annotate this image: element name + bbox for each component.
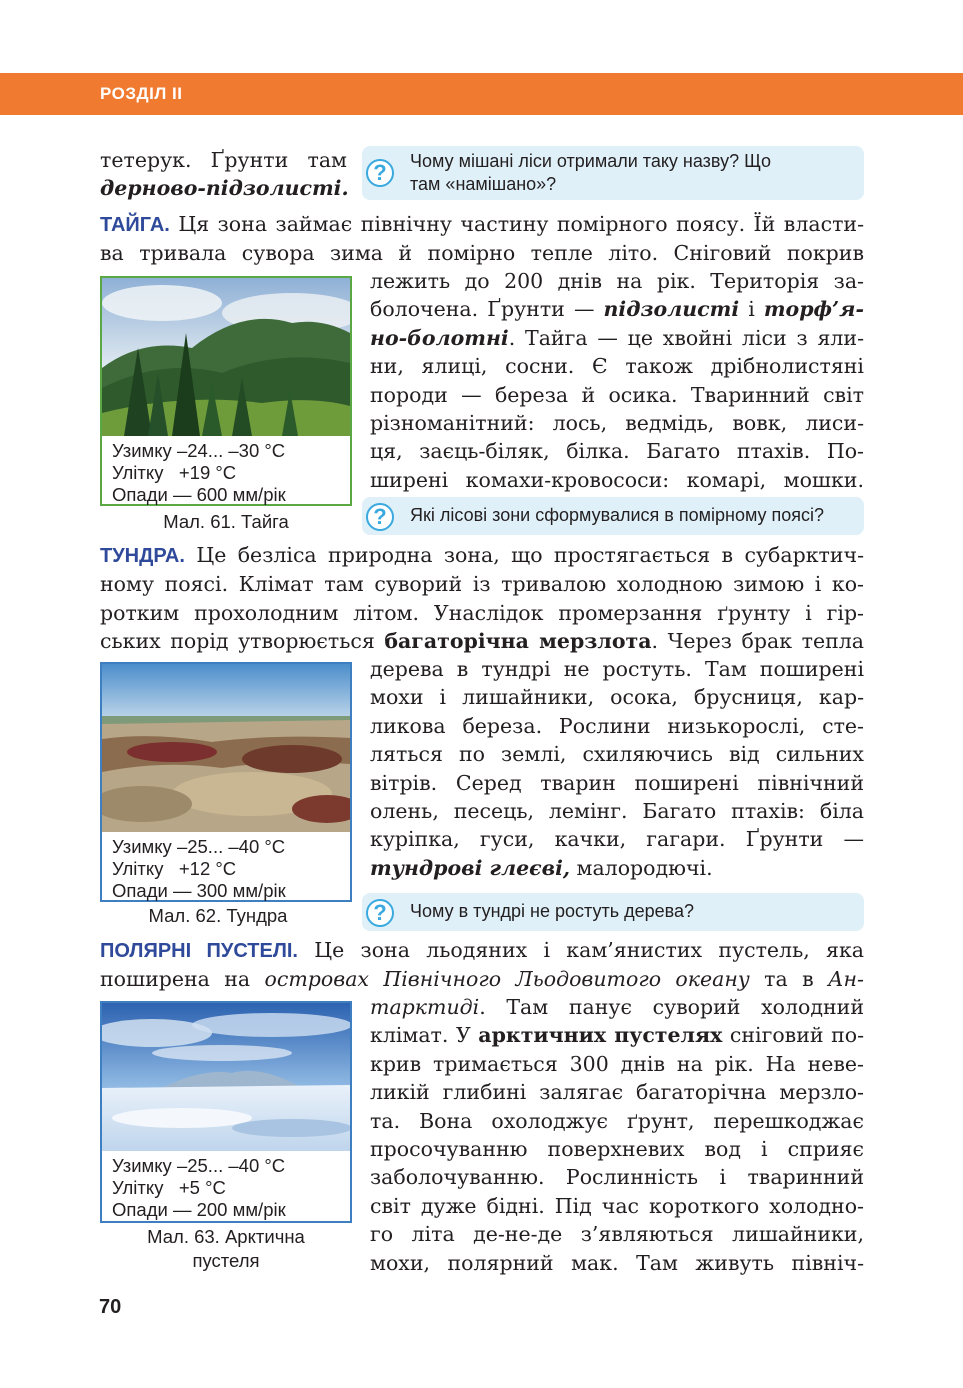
polar-text-side: тарктиді. Там панує суворий холодний клімат. У арктичних пустелях сніговий по- крив тримається 300 днів на рік. На неве- ликій глибині залягає багаторічна мерзло- та. Вона охолоджує ґрунт, перешкоджає просочуванню поверхневих вод і сприяє заболочуванню. Рослинність і тваринний світ дуже бідні. Під час короткого холодно- го літа де-не-де з’являються лишайники, мохи, полярний мак. Там живуть північ- xyxy=(370,995,865,1275)
taiga-winter: Узимку –24... –30 °С xyxy=(112,440,286,461)
figure-tundra xyxy=(100,662,352,902)
tundra-caption: Мал. 62. Тундра xyxy=(148,905,288,926)
tundra-text-top: ТУНДРА. Це безліса природна зона, що простягається в субарктич- ному поясі. Клімат там суворий із тривалою холодною зимою і ко- ротким прохолодним літом. Унаслідок промерзання ґрунту і гір- ських порід утворюється багаторічна мерзлота. Через брак тепла xyxy=(100,543,864,654)
polar-desert-photo xyxy=(102,1003,350,1151)
polar-text-top: ПОЛЯРНІ ПУСТЕЛІ. Це зона льодяних і кам’янистих пустель, яка поширена на островах Північного Льодовитого океану та в Ан- xyxy=(100,938,864,992)
polar-winter: Узимку –25... –40 °С xyxy=(112,1155,286,1176)
intro-line-1: тетерук. Ґрунти там xyxy=(100,148,347,172)
taiga-lead: ТАЙГА. xyxy=(100,214,170,236)
taiga-photo xyxy=(102,278,350,436)
question-icon: ? xyxy=(366,899,394,927)
page-number: 70 xyxy=(99,1296,122,1318)
taiga-caption: Мал. 61. Тайга xyxy=(163,511,289,532)
tundra-lead: ТУНДРА. xyxy=(100,545,185,567)
question-icon: ? xyxy=(366,503,394,531)
tundra-text-side: дерева в тундрі не ростуть. Там поширені мохи і лишайники, осока, брусниця, кар- ликова береза. Рослини низькорослі, сте- ляться по землі, схиляючись від сильних вітрів. Серед тварин поширені північний олень, песець, лемінг. Багато птахів: біла куріпка, гуси, качки, гагари. Ґрунти — тундрові глеєві, малородючі. xyxy=(370,657,864,880)
question-box-1 xyxy=(362,146,864,200)
taiga-text-top: ТАЙГА. Ця зона займає північну частину помірного поясу. Їй власти- ва тривала сувора зима й помірно тепле літо. Сніговий покрив xyxy=(100,212,864,266)
intro-soil-term: дерново-підзолисті. xyxy=(100,176,349,201)
taiga-text-side: лежить до 200 днів на рік. Територія за- болочена. Ґрунти — підзолисті і торф’я- но-болотні. Тайга — це хвойні ліси з яли- ни, ялиці, сосни. Є також дрібнолистяні породи — береза й осика. Тваринний світ різноманітний: лось, ведмідь, вовк, лиси- ця, заєць-біляк, білка. Багато птахів. По- ширені комахи-кровососи: комарі, мошки. xyxy=(370,269,864,492)
question-box-3 xyxy=(362,893,864,931)
tundra-climate-stats xyxy=(112,836,286,902)
polar-summer: Улітку +5 °С xyxy=(112,1177,226,1198)
tundra-winter: Узимку –25... –40 °С xyxy=(112,836,286,857)
polar-caption: Мал. 63. Арктична пустеля xyxy=(147,1226,305,1271)
section-title: РОЗДІЛ ІІ xyxy=(100,84,183,103)
question-icon: ? xyxy=(366,159,394,187)
taiga-precip: Опади — 600 мм/рік xyxy=(112,484,286,505)
section-header xyxy=(0,73,963,115)
tundra-precip: Опади — 300 мм/рік xyxy=(112,880,286,901)
polar-lead: ПОЛЯРНІ ПУСТЕЛІ. xyxy=(100,940,298,962)
question-text-3: Чому в тундрі не ростуть дерева? xyxy=(410,901,695,921)
figure-taiga xyxy=(100,276,352,506)
question-text-1: Чому мішані ліси отримали таку назву? Що там «намішано»? xyxy=(410,151,771,194)
taiga-climate-stats xyxy=(112,440,286,506)
polar-precip: Опади — 200 мм/рік xyxy=(112,1199,286,1220)
question-box-2 xyxy=(362,497,864,535)
question-text-2: Які лісові зони сформувалися в помірному поясі? xyxy=(410,505,825,525)
intro-text xyxy=(100,146,347,203)
polar-climate-stats xyxy=(112,1155,286,1221)
taiga-summer: Улітку +19 °С xyxy=(112,462,237,483)
figure-polar-desert xyxy=(100,1001,352,1223)
tundra-summer: Улітку +12 °С xyxy=(112,858,237,879)
tundra-photo xyxy=(102,664,350,832)
